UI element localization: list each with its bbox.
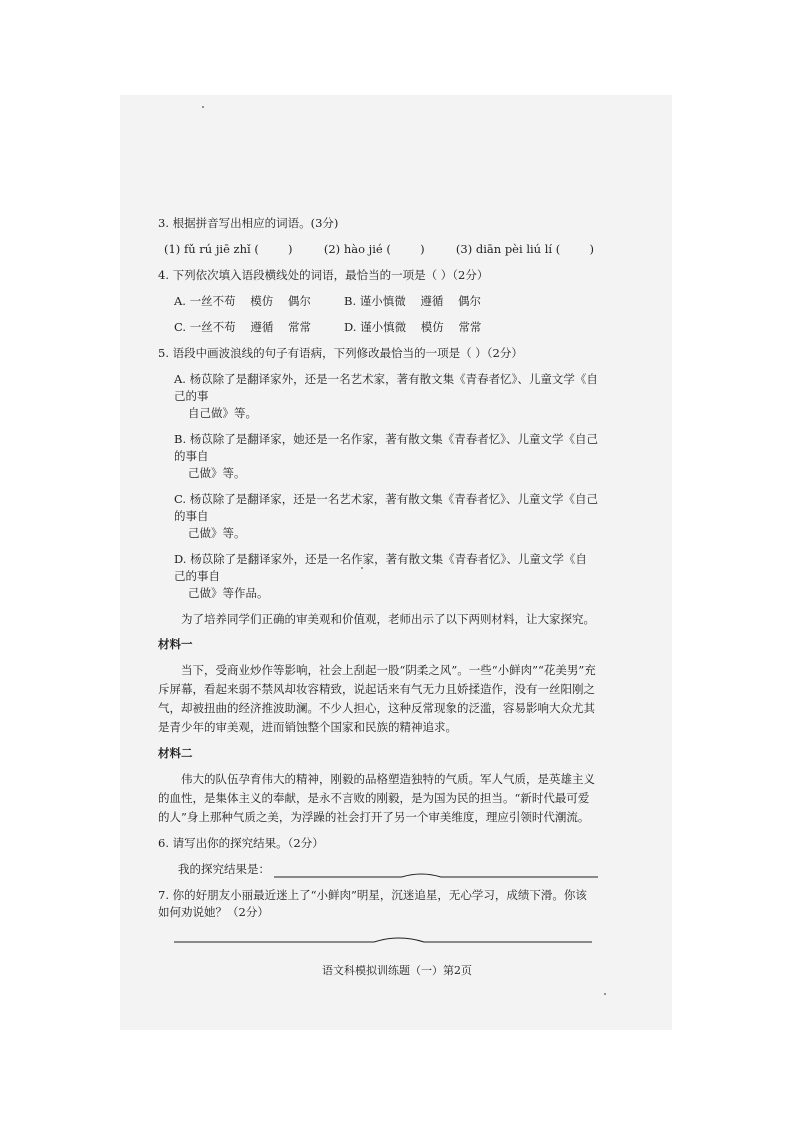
option-4a[interactable]: A. 一丝不苟 模仿 偶尔	[174, 294, 311, 308]
option-5b-line-1: B. 杨苡除了是翻译家，她还是一名作家，著有散文集《青春者忆》、儿童文学《自己的事自	[174, 432, 599, 463]
pinyin-item-1[interactable]: (1) fǔ rú jiē zhǐ ( )	[164, 242, 293, 256]
material-1-title: 材料一	[158, 637, 193, 651]
question-6-answer	[178, 861, 598, 878]
page-footer: 语文科模拟训练题（一）第2页	[322, 964, 472, 977]
question-7-answer-line[interactable]	[174, 933, 592, 943]
option-5c-line-1: C. 杨苡除了是翻译家，还是一名艺术家，著有散文集《青春者忆》、儿童文学《自己的事自	[174, 492, 598, 523]
scan-speck	[202, 106, 204, 108]
material-2-text: 伟大的队伍孕育伟大的精神，刚毅的品格塑造独特的气质。军人气质，是英雄主义的血性，是集体主义的奉献，是永不言败的刚毅，是为国为民的担当。“新时代最可爱的人”身上那种气质之美，为浮躁的社会打开了另一个审美维度，理应引领时代潮流。	[158, 772, 595, 824]
material-2-title: 材料二	[158, 746, 193, 760]
question-5-stem: 5. 语段中画波浪线的句子有语病，下列修改最恰当的一项是（ ）（2分）	[158, 346, 523, 360]
question-4-stem: 4. 下列依次填入语段横线处的词语，最恰当的一项是（ ）（2分）	[158, 268, 489, 282]
option-4d[interactable]: D. 谨小慎微 模仿 常常	[344, 320, 482, 334]
pinyin-item-2[interactable]: (2) hào jié ( )	[323, 242, 425, 256]
scan-speck	[604, 993, 606, 995]
question-6-answer-label: 我的探究结果是：	[178, 862, 270, 876]
question-3-stem: 3. 根据拼音写出相应的词语。(3分)	[158, 216, 339, 230]
exam-content	[158, 215, 598, 943]
question-6-stem: 6. 请写出你的探究结果。（2分）	[158, 836, 324, 850]
option-4c[interactable]: C. 一丝不苟 遵循 常常	[174, 320, 311, 334]
question-6-answer-line[interactable]	[274, 870, 598, 878]
option-5a-line-2: 自己做》等。	[188, 406, 257, 420]
material-1-text: 当下，受商业炒作等影响，社会上刮起一股“阴柔之风”。一些“小鲜肉”“花美男”充斥屏幕，看起来弱不禁风却妆容精致，说起话来有气无力且娇揉造作，没有一丝阳刚之气，却被扭曲的经济推波助澜。不少人担心，这种反常现象的泛滥，容易影响大众尤其是青少年的审美观，进而销蚀整个国家和民族的精神追求。	[158, 663, 596, 734]
pinyin-item-3[interactable]: (3) diān pèi liú lí ( )	[455, 242, 594, 256]
question-4-options-row-1	[174, 293, 598, 310]
option-4b[interactable]: B. 谨小慎微 遵循 偶尔	[344, 294, 482, 308]
option-5c[interactable]	[174, 491, 598, 542]
option-5a[interactable]	[174, 371, 598, 422]
option-5b-line-2: 己做》等。	[188, 466, 246, 480]
materials-intro: 为了培养同学们正确的审美观和价值观，老师出示了以下两则材料，让大家探究。	[181, 612, 595, 626]
option-5c-line-2: 己做》等。	[188, 526, 246, 540]
option-5d-line-1: D. 杨苡除了是翻译家外，还是一名作家，著有散文集《青春者忆》、儿童文学《自己的事自	[174, 552, 587, 583]
option-5d-line-2: 己做》等作品。	[188, 586, 269, 600]
question-4-options-row-2	[174, 319, 598, 336]
option-5b[interactable]	[174, 431, 598, 482]
question-7-stem: 7. 你的好朋友小丽最近迷上了“小鲜肉”明星，沉迷追星，无心学习，成绩下滑。你该如何劝说她？（2分）	[158, 888, 587, 919]
option-5a-line-1: A. 杨苡除了是翻译家外，还是一名艺术家，著有散文集《青春者忆》、儿童文学《自己的事	[174, 372, 598, 403]
question-3-pinyin-row	[158, 241, 598, 258]
option-5d[interactable]	[174, 551, 598, 602]
